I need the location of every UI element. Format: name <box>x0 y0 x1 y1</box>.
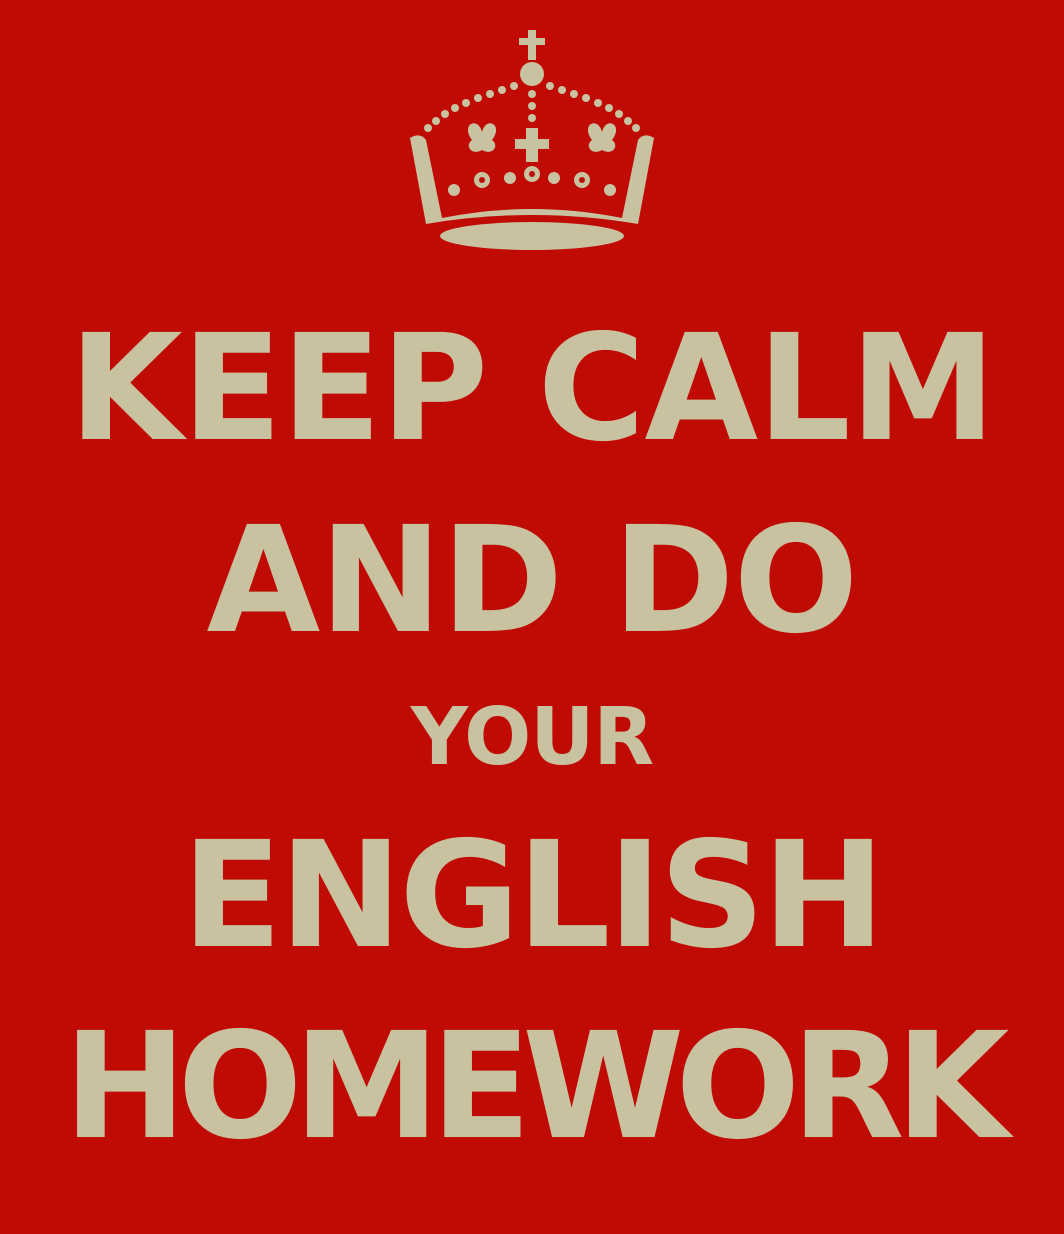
poster-line-3: YOUR <box>410 691 654 783</box>
poster-line-1: KEEP CALM <box>68 303 996 474</box>
poster-line-2: AND DO <box>206 495 858 666</box>
poster-line-4: ENGLISH <box>181 810 883 981</box>
poster-line-5: HOMEWORK <box>63 1001 1001 1172</box>
crown-icon <box>402 28 662 250</box>
